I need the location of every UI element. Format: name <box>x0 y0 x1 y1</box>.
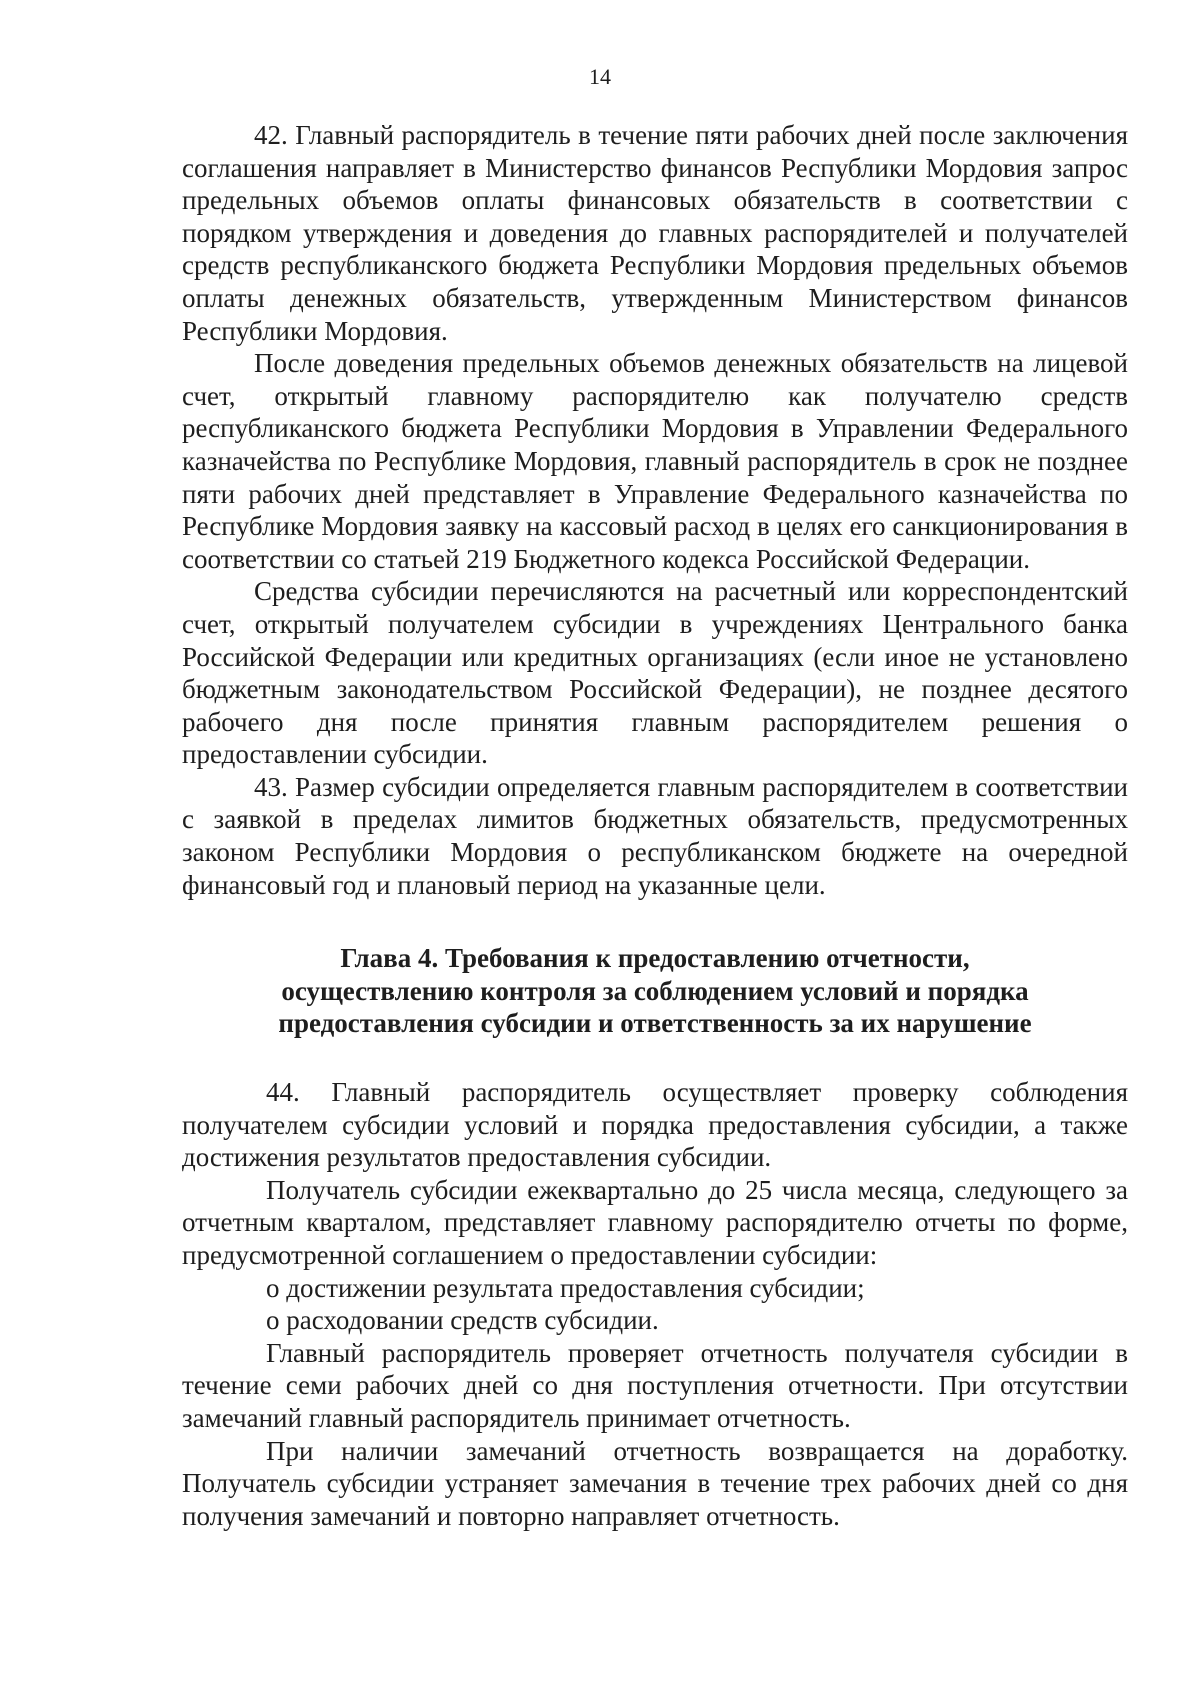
paragraph-44-review: Главный распорядитель проверяет отчетность получателя субсидии в течение семи рабочих дней со дня поступления отчетности. При отсутствии замечаний главный распорядитель принимает отчетность. <box>182 1337 1128 1433</box>
page-number: 14 <box>589 64 611 89</box>
paragraph-42: 42. Главный распорядитель в течение пяти рабочих дней после заключения соглашения направляет в Министерство финансов Республики Мордовия запрос предельных объемов оплаты финансовых обязательств в соответствии с порядком утверждения и доведения до главных распорядителей и получателей средств республиканского бюджета Республики Мордовия предельных объемов оплаты денежных обязательств, утвержденным Министерством финансов Республики Мордовия. <box>182 120 1128 346</box>
paragraph-44-remarks: При наличии замечаний отчетность возвращается на доработку. Получатель субсидии устраняет замечания в течение трех рабочих дней со дня получения замечаний и повторно направляет отчетность. <box>182 1435 1128 1531</box>
list-item-results: о достижении результата предоставления субсидии; <box>266 1272 865 1303</box>
chapter-heading <box>182 942 1128 1040</box>
chapter-heading-line-3: предоставления субсидии и ответственность за их нарушение <box>278 1008 1032 1039</box>
paragraph-43: 43. Размер субсидии определяется главным распорядителем в соответствии с заявкой в пределах лимитов бюджетных обязательств, предусмотренных законом Республики Мордовия о республиканском бюджете на очередной финансовый год и плановый период на указанные цели. <box>182 771 1128 900</box>
paragraph-42-funding-limits: После доведения предельных объемов денежных обязательств на лицевой счет, открытый главному распорядителю как получателю средств республиканского бюджета Республики Мордовия в Управлении Федерального казначейства по Республике Мордовия, главный распорядитель в срок не позднее пяти рабочих дней представляет в Управление Федерального казначейства по Республике Мордовия заявку на кассовый расход в целях его санкционирования в соответствии со статьей 219 Бюджетного кодекса Российской Федерации. <box>182 348 1128 574</box>
paragraph-44-reports: Получатель субсидии ежеквартально до 25 числа месяца, следующего за отчетным кварталом, представляет главному распорядителю отчеты по форме, предусмотренной соглашением о предоставлении субсидии: <box>182 1174 1128 1270</box>
paragraph-44: 44. Главный распорядитель осуществляет проверку соблюдения получателем субсидии условий и порядка предоставления субсидии, а также достижения результатов предоставления субсидии. <box>182 1077 1128 1173</box>
chapter-heading-line-1: Глава 4. Требования к предоставлению отчетности, <box>340 943 970 974</box>
paragraph-42-transfer: Средства субсидии перечисляются на расчетный или корреспондентский счет, открытый получателем субсидии в учреждениях Центрального банка Российской Федерации или кредитных организациях (если иное не установлено бюджетным законодательством Российской Федерации), не позднее десятого рабочего дня после принятия главным распорядителем решения о предоставлении субсидии. <box>182 576 1128 770</box>
list-item-expenditure: о расходовании средств субсидии. <box>266 1305 659 1336</box>
document-body <box>182 119 1128 1532</box>
chapter-heading-line-2: осуществлению контроля за соблюдением условий и порядка <box>281 975 1029 1006</box>
